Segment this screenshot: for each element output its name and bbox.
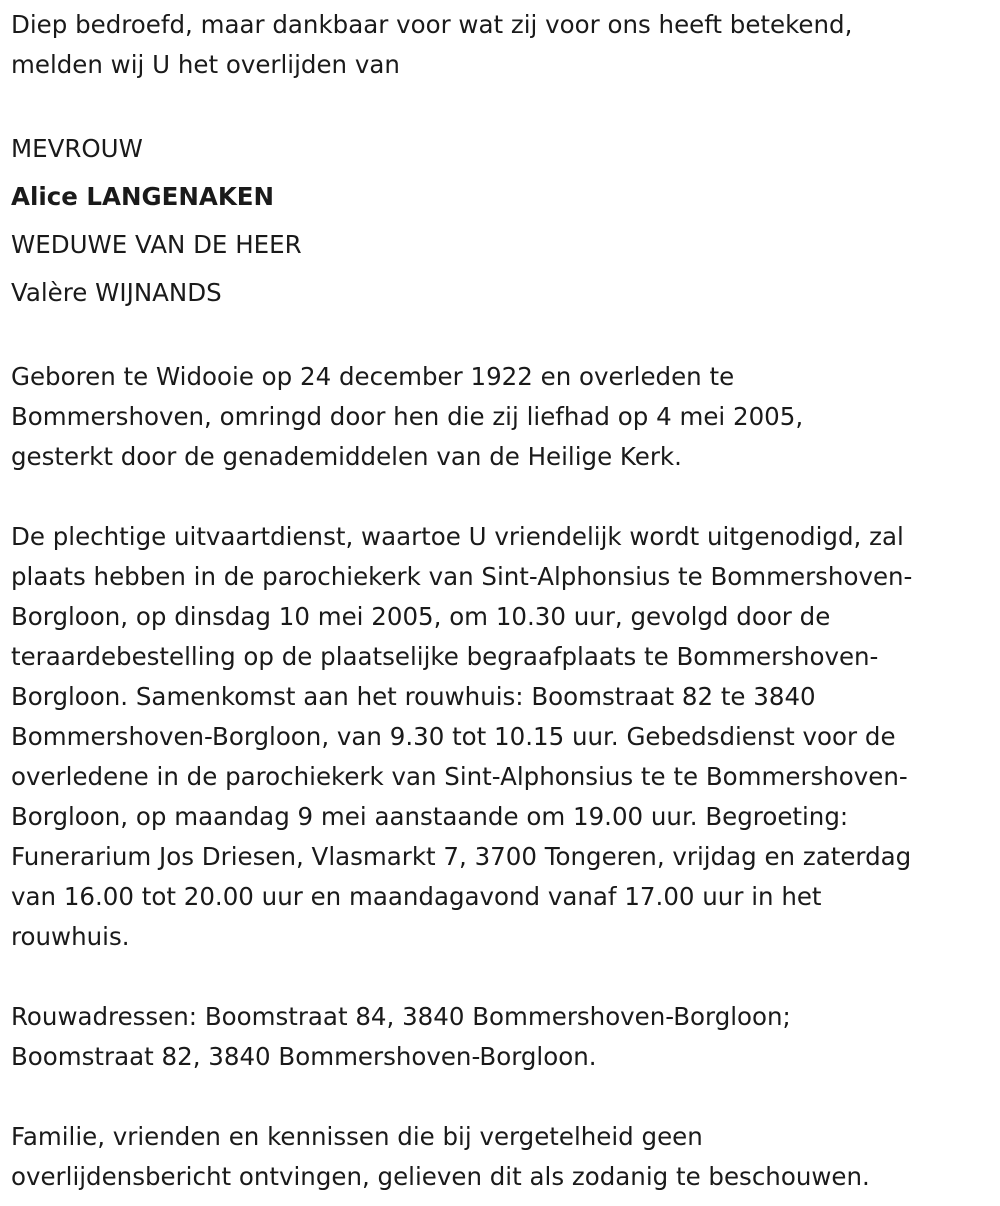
birth-death-line: Geboren te Widooie op 24 december 1922 en overleden te [11,362,735,391]
spacer [11,477,1000,517]
ceremony-line: teraardebestelling op de plaatselijke begraafplaats te Bommershoven- [11,642,879,671]
ceremony-line: Borgloon. Samenkomst aan het rouwhuis: Boomstraat 82 te 3840 [11,682,816,711]
ceremony-line: Bommershoven-Borgloon, van 9.30 tot 10.15 uur. Gebedsdienst voor de [11,722,896,751]
birth-death-paragraph [11,357,1000,477]
intro-line: Diep bedroefd, maar dankbaar voor wat zij voor ons heeft betekend, [11,10,853,39]
ceremony-line: van 16.00 tot 20.00 uur en maandagavond vanaf 17.00 uur in het [11,882,822,911]
closing-line: Familie, vrienden en kennissen die bij vergetelheid geen [11,1122,703,1151]
title-line: MEVROUW [11,134,143,163]
ceremony-line: overledene in de parochiekerk van Sint-Alphonsius te te Bommershoven- [11,762,908,791]
ceremony-line: rouwhuis. [11,922,130,951]
spacer [11,1077,1000,1117]
relation-line: WEDUWE VAN DE HEER [11,230,302,259]
ceremony-line: Borgloon, op dinsdag 10 mei 2005, om 10.30 uur, gevolgd door de [11,602,831,631]
spacer [11,957,1000,997]
intro-line: melden wij U het overlijden van [11,50,400,79]
spouse-name: Valère WIJNANDS [11,278,222,307]
ceremony-line: plaats hebben in de parochiekerk van Sint-Alphonsius te Bommershoven- [11,562,913,591]
address-line: Boomstraat 82, 3840 Bommershoven-Borgloon. [11,1042,597,1071]
spacer [11,85,1000,125]
birth-death-line: Bommershoven, omringd door hen die zij liefhad op 4 mei 2005, [11,402,804,431]
closing-paragraph [11,1117,1000,1197]
ceremony-line: Borgloon, op maandag 9 mei aanstaande om 19.00 uur. Begroeting: [11,802,849,831]
address-line: Rouwadressen: Boomstraat 84, 3840 Bommershoven-Borgloon; [11,1002,791,1031]
ceremony-line: Funerarium Jos Driesen, Vlasmarkt 7, 3700 Tongeren, vrijdag en zaterdag [11,842,912,871]
spacer [11,317,1000,357]
intro-paragraph [11,5,1000,85]
closing-line: overlijdensbericht ontvingen, gelieven dit als zodanig te beschouwen. [11,1162,870,1191]
birth-death-line: gesterkt door de genademiddelen van de Heilige Kerk. [11,442,682,471]
deceased-name: Alice LANGENAKEN [11,182,275,211]
addresses-paragraph [11,997,1000,1077]
ceremony-line: De plechtige uitvaartdienst, waartoe U vriendelijk wordt uitgenodigd, zal [11,522,904,551]
deceased-block [11,125,1000,317]
ceremony-paragraph [11,517,1000,957]
